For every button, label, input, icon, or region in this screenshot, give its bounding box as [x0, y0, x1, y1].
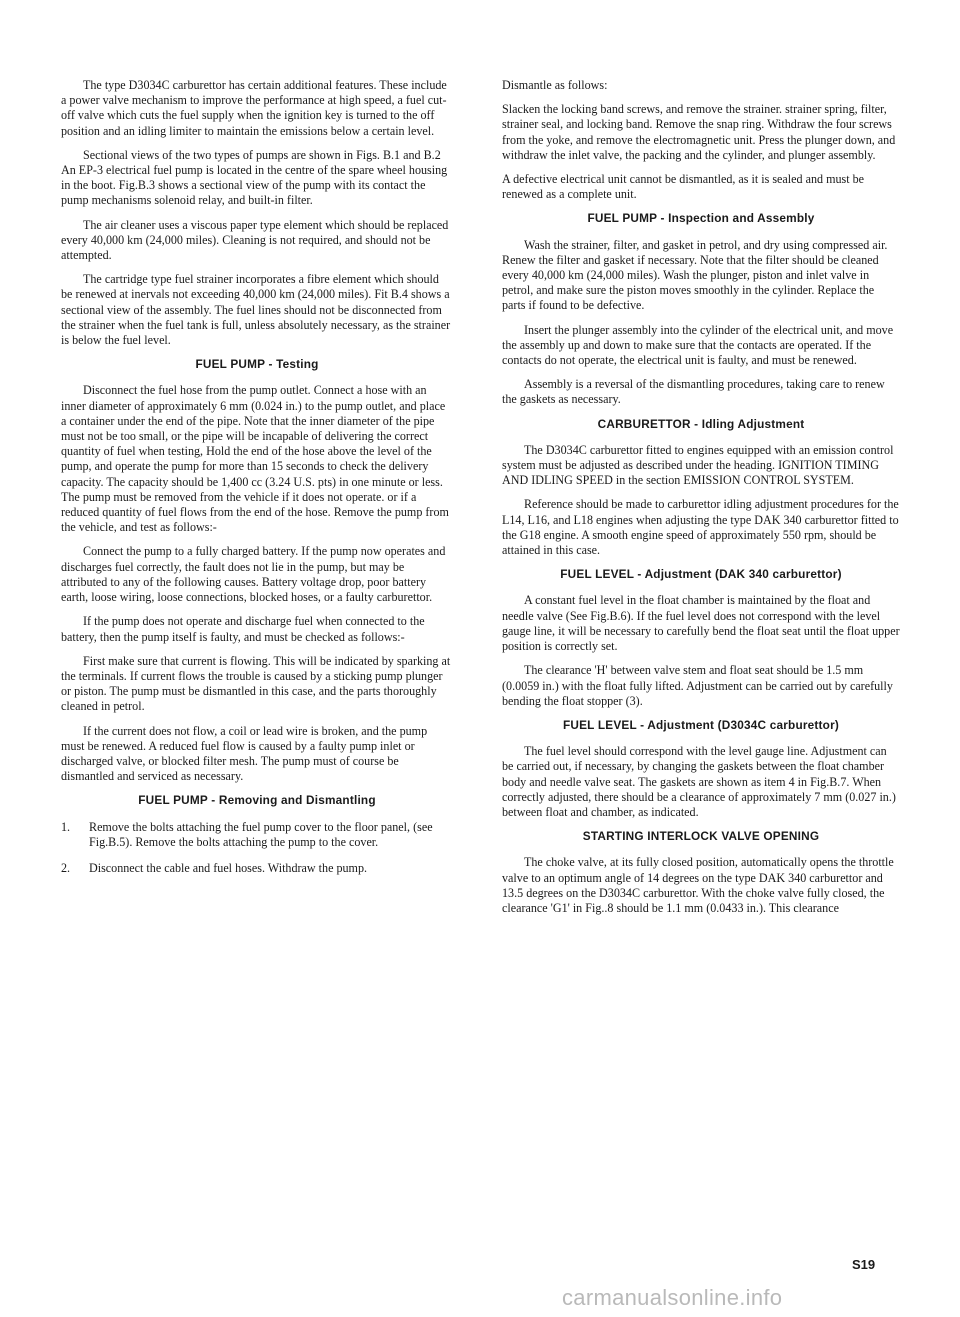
step-text: Remove the bolts attaching the fuel pump cover to the floor panel, (see Fig.B.5). Remove the bolts attaching the pump to the cover.: [89, 819, 433, 849]
numbered-step: [61, 861, 453, 876]
paragraph: The fuel level should correspond with the level gauge line. Adjustment can be carried out, if necessary, by changing the gaskets between the float chamber body and needle valve seat. The gaskets are shown as item 4 in Fig.B.7. When correctly adjusted, there should be a clearance of approximately 7 mm (0.027 in.) between float and chamber, as indicated.: [502, 744, 896, 819]
watermark: carmanualsonline.info: [562, 1285, 783, 1310]
paragraph: The cartridge type fuel strainer incorporates a fibre element which should be renewed at inervals not exceeding 40,000 km (24,000 miles). Fit B.4 shows a sectional view of the assembly. The fuel lines should not be disconnected from the strainer when the fuel tank is full, unless absolutely necessary, as the strainer is below the fuel level.: [61, 272, 451, 348]
paragraph: Assembly is a reversal of the dismantling procedures, taking care to renew the gaskets as necessary.: [502, 377, 885, 407]
paragraph: The clearance 'H' between valve stem and float seat should be 1.5 mm (0.0059 in.) with the float fully lifted. Adjustment can be carried out by carefully bending the float stopper (3).: [502, 663, 893, 708]
paragraph: The type D3034C carburettor has certain additional features. These include a power valve mechanism to improve the performance at high speed, a fuel cut-off valve which cuts the fuel supply when the ignition key is turned to the off position and an idling limiter to maintain the emissions below a certain level.: [61, 78, 447, 138]
section-heading: FUEL LEVEL - Adjustment (DAK 340 carburettor): [560, 567, 842, 582]
paragraph: If the current does not flow, a coil or lead wire is broken, and the pump must be renewed. A reduced fuel flow is caused by a faulty pump inlet or discharged valve, or blocked filter mesh. The pump must of course be dismantled and serviced as necessary.: [61, 723, 428, 784]
section-heading: STARTING INTERLOCK VALVE OPENING: [582, 829, 820, 844]
paragraph: First make sure that current is flowing. This will be indicated by sparking at the terminals. If current flows the trouble is caused by a sticking pump plunger or piston. The pump must be dismantled in this case, and the parts thoroughly cleaned in petrol.: [61, 653, 451, 714]
paragraph: Dismantle as follows:: [502, 78, 608, 92]
page-number: S19: [852, 1257, 876, 1272]
paragraph: A defective electrical unit cannot be dismantled, as it is sealed and must be renewed as a complete unit.: [502, 172, 865, 202]
paragraph: A constant fuel level in the float chamber is maintained by the float and needle valve (See Fig.B.6). If the fuel level does not correspond with the level gauge line, it will be necessary to carefully bend the float seat until the float upper position is correctly set.: [502, 593, 900, 654]
section-heading: FUEL LEVEL - Adjustment (D3034C carburettor): [562, 717, 840, 732]
paragraph: If the pump does not operate and discharge fuel when connected to the battery, then the pump itself is faulty, and must be checked as follows:-: [61, 614, 425, 644]
paragraph: Reference should be made to carburettor idling adjustment procedures for the L14, L16, and L18 engines when adjusting the type DAK 340 carburettor fitted to the G18 engine. A smooth engine speed of approximately 550 rpm, should be attained in this case.: [502, 497, 899, 558]
paragraph: Wash the strainer, filter, and gasket in petrol, and dry using compressed air. Renew the filter and gasket if necessary. Note that the filter should be cleaned every 40,000 km (24,000 miles). Wash the plunger, piston and inlet valve in petrol, and make sure the piston moves smoothly in the cylinder. Replace the parts if found to be defective.: [502, 237, 888, 313]
paragraph: Slacken the locking band screws, and remove the strainer. strainer spring, filter, strainer seal, and locking band. Remove the snap ring. Withdraw the four screws from the yoke, and remove the electromagnetic unit. Press the plunger down, and withdraw the inlet valve, the packing and the cylinder, and plunger assembly.: [502, 102, 896, 162]
right-column: [502, 78, 900, 925]
paragraph: The choke valve, at its fully closed position, automatically opens the throttle valve to an optimum angle of 14 degrees on the type DAK 340 carburettor and 13.5 degrees on the D3034C carburettor. With the choke valve fully closed, the clearance 'G1' in Fig..8 should be 1.1 mm (0.0433 in.). This clearance: [502, 855, 894, 915]
paragraph: Connect the pump to a fully charged battery. If the pump now operates and discharges fuel correctly, the fault does not lie in the pump, but may be attributed to any of the following causes. Battery voltage drop, poor battery earth, loose wiring, loose connections, blocked hoses, or a faulty carburettor.: [61, 544, 446, 605]
step-number: 2.: [61, 860, 71, 875]
step-text: Disconnect the cable and fuel hoses. Withdraw the pump.: [89, 860, 368, 875]
paragraph: Disconnect the fuel hose from the pump outlet. Connect a hose with an inner diameter of approximately 6 mm (0.024 in.) to the pump outlet, and place a container under the end of the pipe. Note that the inner diameter of the pipe must not be too small, or the pipe will be incapable of delivering the correct quantity of fuel when testing, Hold the end of the hose above the level of the pump, and operate the pump for more than 15 seconds to check the delivery capacity. The capacity should be 1,400 cc (3.24 U.S. pts) in one minute or less. The pump must be removed from the vehicle if it does not operate. or if a reduced quantity of fuel flows from the end of the hose. Remove the pump from the vehicle, and test as follows:-: [61, 383, 449, 535]
paragraph: The air cleaner uses a viscous paper type element which should be replaced every 40,000 km (24,000 miles). Cleaning is not required, and should not be attempted.: [61, 217, 449, 263]
section-heading: FUEL PUMP - Testing: [195, 357, 319, 372]
step-number: 1.: [61, 819, 71, 834]
section-heading: FUEL PUMP - Inspection and Assembly: [587, 211, 815, 226]
section-heading: FUEL PUMP - Removing and Dismantling: [138, 793, 376, 808]
numbered-step: [61, 820, 453, 850]
paragraph: Sectional views of the two types of pumps are shown in Figs. B.1 and B.2 An EP-3 electrical fuel pump is located in the centre of the spare wheel housing in the boot. Fig.B.3 shows a sectional view of the pump with its contact the pump mechanisms solenoid relay, and built-in filter.: [61, 147, 448, 208]
paragraph: Insert the plunger assembly into the cylinder of the electrical unit, and move the assembly up and down to make sure that the contacts are operated. If the contacts do not operate, the electrical unit is faulty, and must be renewed.: [502, 322, 894, 368]
paragraph: The D3034C carburettor fitted to engines equipped with an emission control system must be adjusted as described under the heading. IGNITION TIMING AND IDLING SPEED in the section EMISSION CONTROL SYSTEM.: [502, 442, 894, 488]
section-heading: CARBURETTOR - Idling Adjustment: [597, 416, 805, 431]
left-column: [61, 78, 453, 887]
